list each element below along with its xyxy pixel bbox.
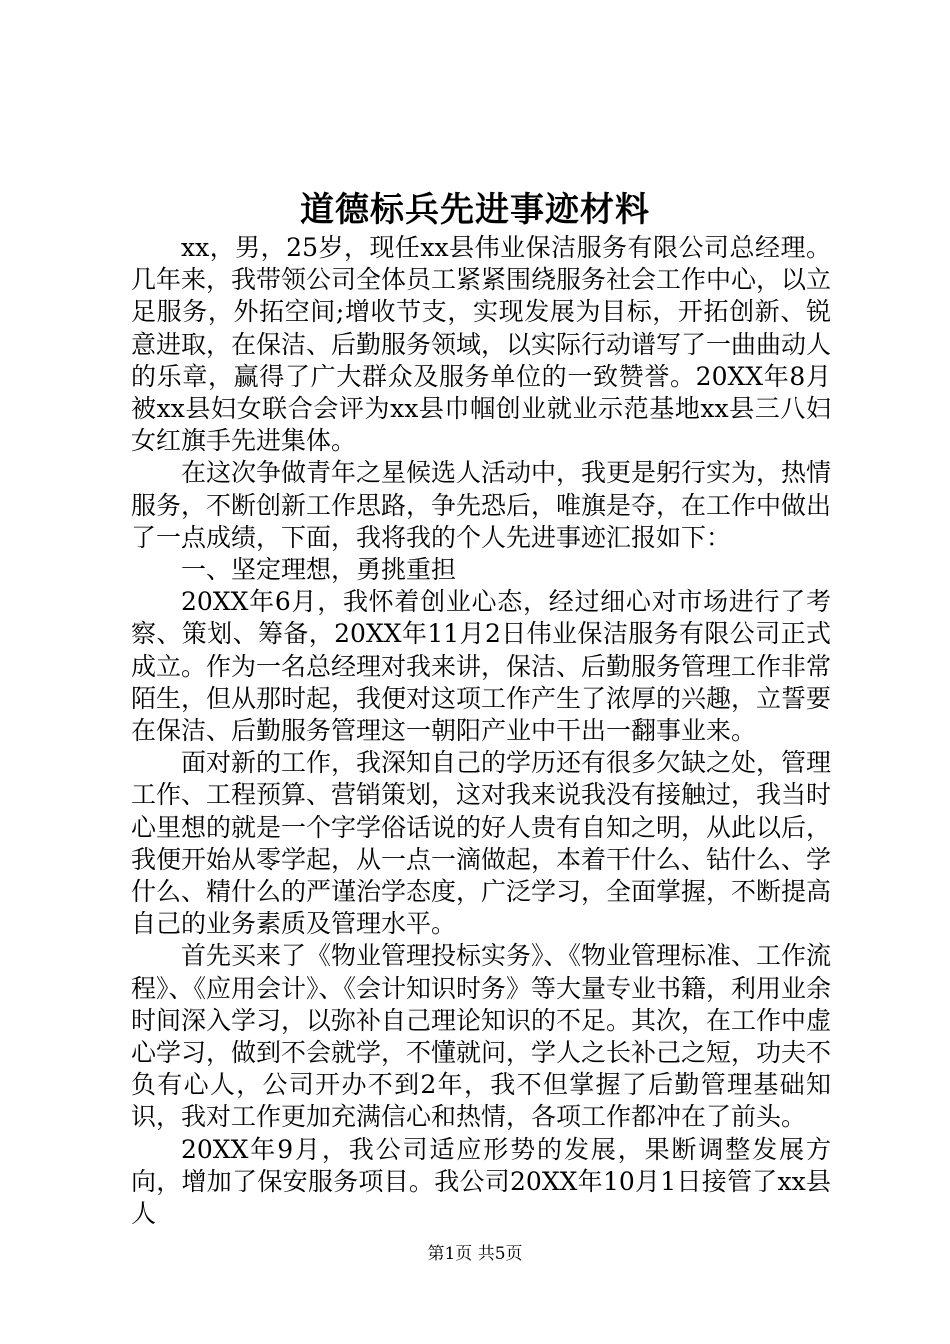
paragraph-intro: xx，男，25岁，现任xx县伟业保洁服务有限公司总经理。几年来，我带领公司全体员工紧紧围绕服务社会工作中心，以立足服务，外拓空间;增收节支，实现发展为目标，开拓创新、锐意进取，在保洁、后勤服务领域，以实际行动谱写了一曲曲动人的乐章，赢得了广大群众及服务单位的一致赞誉。20XX年8月被xx县妇女联合会评为xx县巾帼创业就业示范基地xx县三八妇女红旗手先进集体。 xyxy=(131,233,832,456)
paragraph-campaign: 在这次争做青年之星候选人活动中，我更是躬行实为，热情服务，不断创新工作思路，争先恐后，唯旗是夺，在工作中做出了一点成绩，下面，我将我的个人先进事迹汇报如下： xyxy=(131,458,832,552)
section-heading-1: 一、坚定理想，勇挑重担 xyxy=(181,555,457,585)
paragraph-security-service: 20XX年9月，我公司适应形势的发展，果断调整发展方向，增加了保安服务项目。我公司20XX年10月1日接管了xx县人 xyxy=(131,1134,831,1229)
paragraph-books: 首先买来了《物业管理投标实务》、《物业管理标准、工作流程》、《应用会计》、《会计知识时务》等大量专业书籍，利用业余时间深入学习，以弥补自己理论知识的不足。其次，在工作中虚心学习，做到不会就学，不懂就问，学人之长补己之短，功夫不负有心人，公司开办不到2年，我不但掌握了后勤管理基础知识，我对工作更加充满信心和热情，各项工作都冲在了前头。 xyxy=(131,941,832,1132)
page-number-footer: 第1页 共5页 xyxy=(427,1244,523,1264)
document-body xyxy=(131,232,831,1230)
document-title: 道德标兵先进事迹材料 xyxy=(300,190,650,230)
paragraph-learning: 面对新的工作，我深知自己的学历还有很多欠缺之处，管理工作、工程预算、营销策划，这对我来说我没有接触过，我当时心里想的就是一个字学俗话说的好人贵有自知之明，从此以后，我便开始从零学起，从一点一滴做起，本着干什么、钻什么、学什么、精什么的严谨治学态度，广泛学习，全面掌握，不断提高自己的业务素质及管理水平。 xyxy=(131,748,832,939)
paragraph-founding: 20XX年6月，我怀着创业心态，经过细心对市场进行了考察、策划、筹备，20XX年11月2日伟业保洁服务有限公司正式成立。作为一名总经理对我来讲，保洁、后勤服务管理工作非常陌生，但从那时起，我便对这项工作产生了浓厚的兴趣，立誓要在保洁、后勤服务管理这一朝阳产业中干出一翻事业来。 xyxy=(131,587,832,746)
